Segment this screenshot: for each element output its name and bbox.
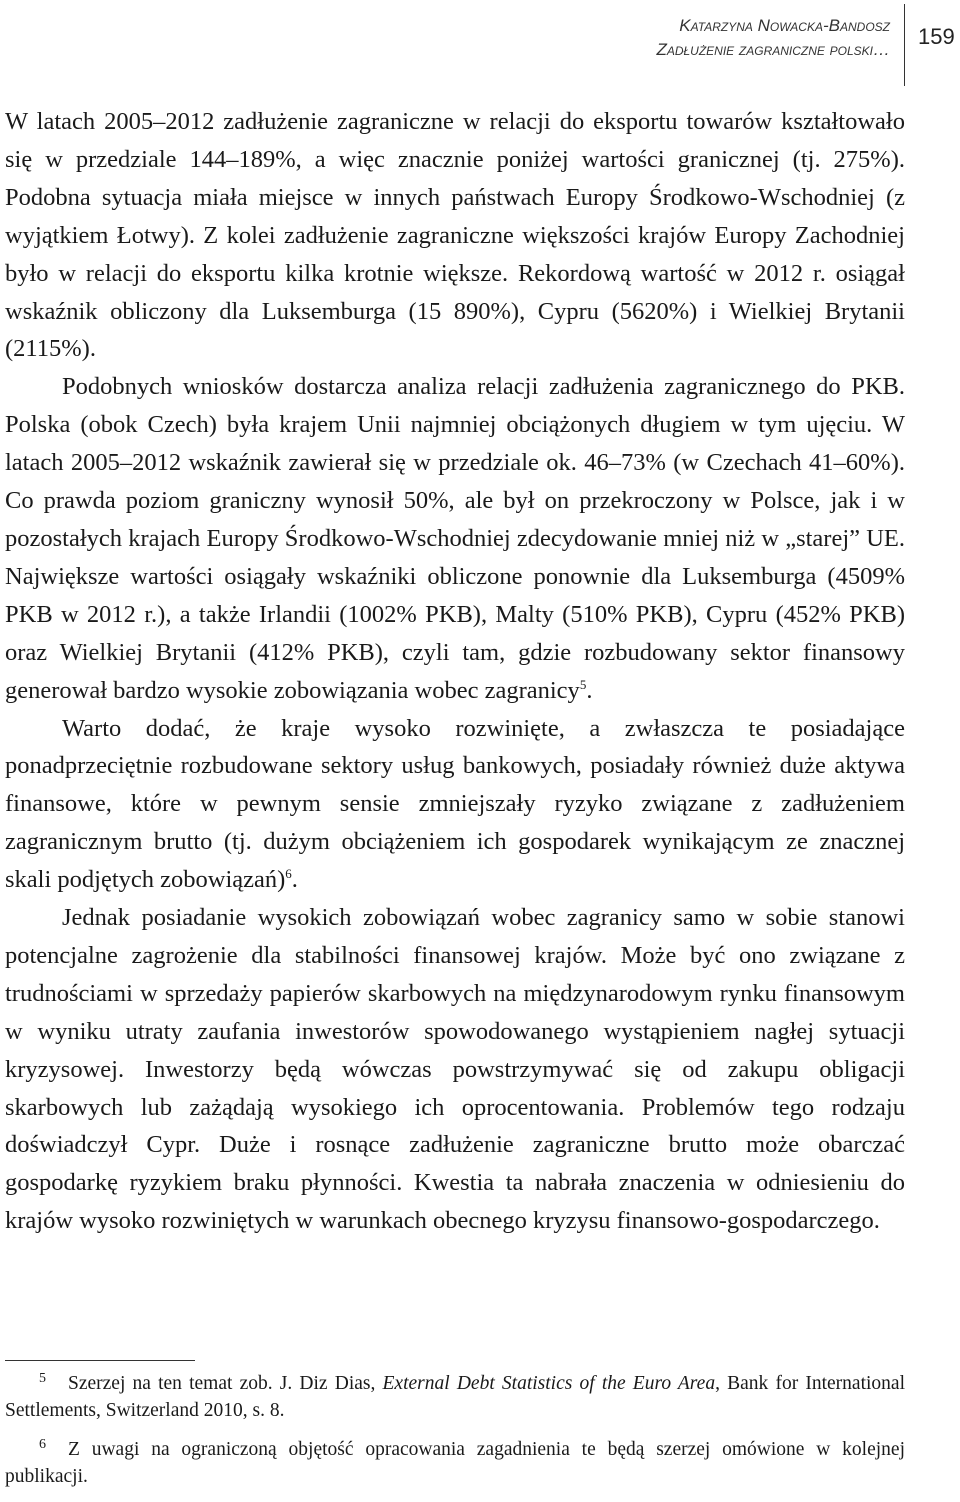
paragraph-3 [5,710,905,900]
body-text [5,103,905,1240]
footnote-6-text: Z uwagi na ograniczoną objętość opracowania zagadnienia te będą szerzej omówione w kolejnej publikacji. [5,1439,905,1487]
header-divider [904,4,905,86]
footnote-ref-6[interactable]: 6 [285,865,292,881]
footnote-5-after: , Bank for International Settlements, Switzerland 2010, s. 8. [5,1373,905,1421]
footnote-ref-5[interactable]: 5 [579,676,587,692]
paragraph-2-text: Podobnych wniosków dostarcza analiza relacji zadłużenia zagranicznego do PKB. Polska (obok Czech) była krajem Unii najmniej obciążonych długiem w tym ujęciu. W latach 2005–2012 wskaźnik zawierał się w przedziale ok. 46–73% (w Czechach 41–60%). Co prawda poziom graniczny wynosił 50%, ale był on przekroczony w Polsce, jak i w pozostałych krajach Europy Środkowo-Wschodniej zdecydowanie mniej niż w „starej” UE. Największe wartości osiągały wskaźniki obliczone ponownie dla Luksemburga (4509% PKB w 2012 r.), a także Irlandii (1002% PKB), Malty (510% PKB), Cypru (452% PKB) oraz Wielkiej Brytanii (412% PKB), czyli tam, gdzie rozbudowany sektor finansowy generował bardzo wysokie zobowiązania wobec zagranicy [5,373,905,704]
footnote-5-title: External Debt Statistics of the Euro Area [382,1373,716,1394]
paragraph-2 [5,368,905,709]
footnote-5 [5,1370,905,1424]
footnote-5-number: 5 [39,1370,46,1386]
footnotes [5,1370,905,1502]
footnote-6 [5,1436,905,1490]
running-head [656,14,890,62]
paragraph-3-tail: . [291,866,298,894]
footnote-6-number: 6 [39,1436,46,1452]
paragraph-4-text: Jednak posiadanie wysokich zobowiązań wobec zagranicy samo w sobie stanowi potencjalne zagrożenie dla stabilności finansowej krajów. Może być ono związane z trudnościami w sprzedaży papierów skarbowych na międzynarodowym rynku finansowym w wyniku utraty zaufania inwestorów spowodowanego wystąpieniem nagłej sytuacji kryzysowej. Inwestorzy będą wówczas powstrzymywać się od zakupu obligacji skarbowych lub zażądają wysokiego ich oprocentowania. Problemów tego rodzaju doświadczył Cypr. Duże i rosnące zadłużenie zagraniczne brutto może obarczać gospodarkę ryzykiem braku płynności. Kwestia ta nabrała znaczenia w odniesieniu do krajów wysoko rozwiniętych w warunkach obecnego kryzysu finansowo-gospodarczego. [5,904,905,1235]
paragraph-4 [5,899,905,1240]
paragraph-3-text: Warto dodać, że kraje wysoko rozwinięte, a zwłaszcza te posiadające ponadprzeciętnie rozbudowane sektory usług bankowych, posiadały również duże aktywa finansowe, które w pewnym sensie zmniejszały ryzyko związane z zadłużeniem zagranicznym brutto (tj. dużym obciążeniem ich gospodarek wynikającym ze znacznej skali podjętych zobowiązań) [5,714,905,894]
paragraph-1-text: W latach 2005–2012 zadłużenie zagraniczne w relacji do eksportu towarów kształtowało się w przedziale 144–189%, a więc znacznie poniżej wartości granicznej (tj. 275%). Podobna sytuacja miała miejsce w innych państwach Europy Środkowo-Wschodniej (z wyjątkiem Łotwy). Z kolei zadłużenie zagraniczne większości krajów Europy Zachodniej było w relacji do eksportu kilka krotnie większe. Rekordową wartość w 2012 r. osiągał wskaźnik obliczony dla Luksemburga (15 890%), Cypru (5620%) i Wielkiej Brytanii (2115%). [5,108,905,363]
footnote-5-before: Szerzej na ten temat zob. J. Diz Dias, [68,1373,383,1394]
paragraph-2-tail: . [586,676,593,704]
running-head-title: Zadłużenie zagraniczne polski… [656,40,890,59]
footnote-divider [5,1360,195,1361]
page-header [0,0,960,90]
running-head-author: Katarzyna Nowacka-Bandosz [679,16,890,35]
page-number: 159 [918,24,955,49]
paragraph-1 [5,103,905,368]
